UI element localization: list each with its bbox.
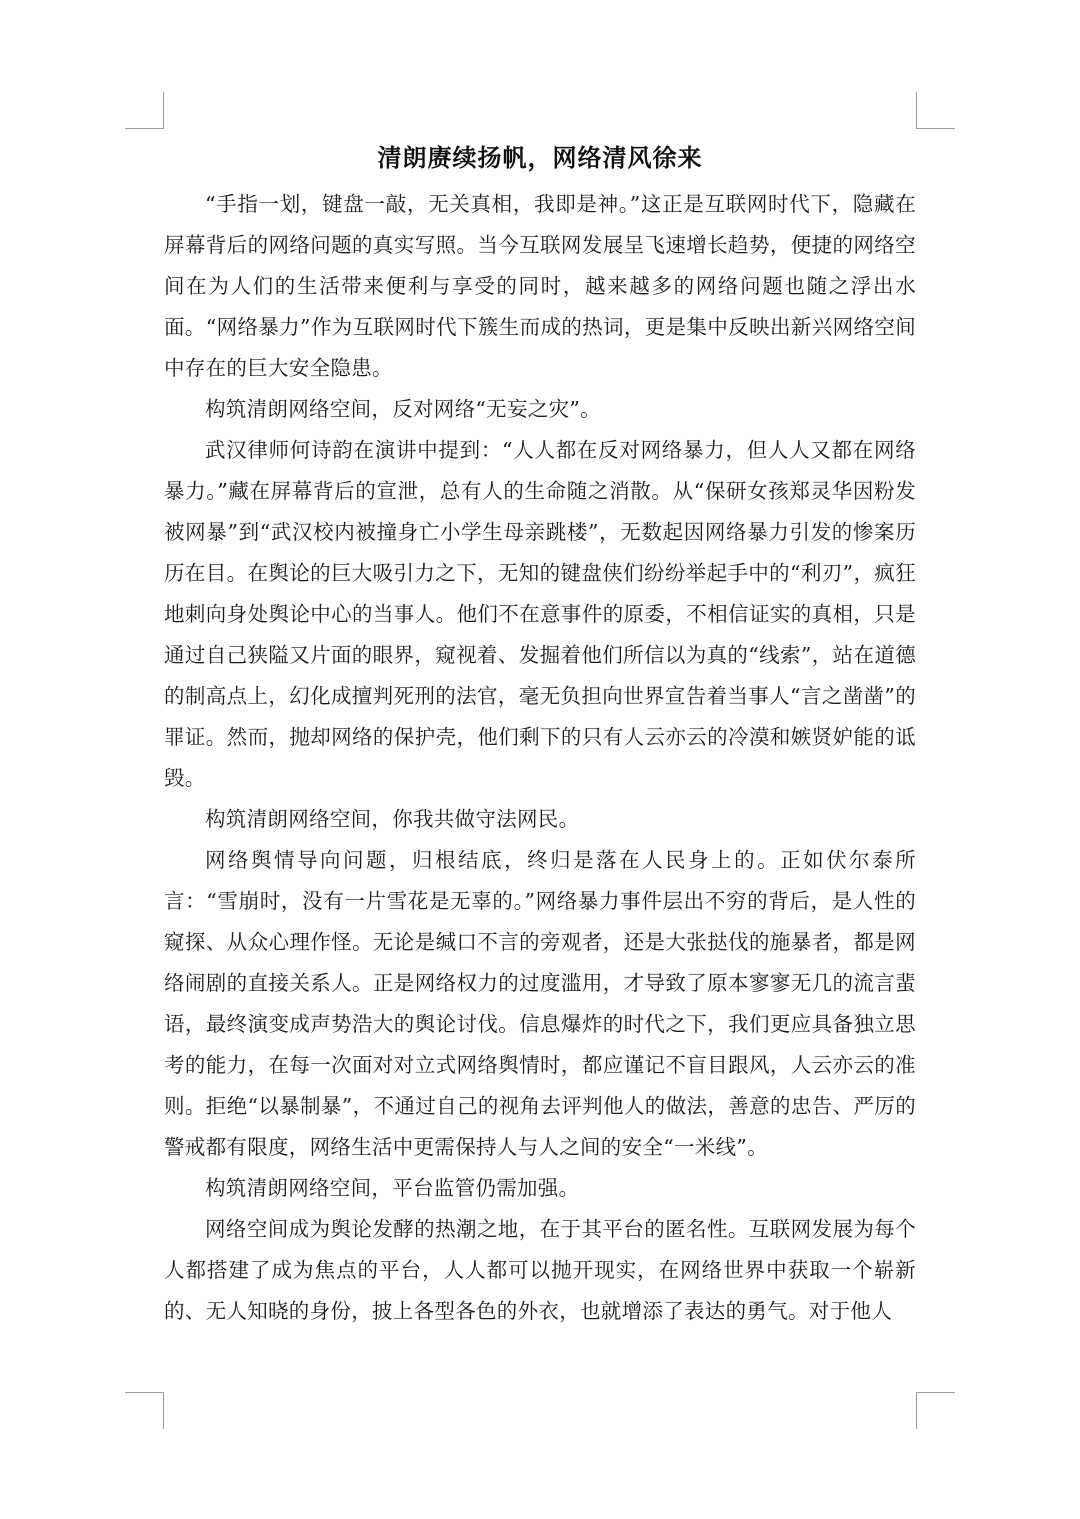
section-heading-1: 构筑清朗网络空间，反对网络“无妄之灾”。 (205, 397, 601, 421)
section-heading-2: 构筑清朗网络空间，你我共做守法网民。 (205, 807, 580, 831)
crop-mark-top-left (125, 92, 164, 129)
paragraph-body-1: 武汉律师何诗韵在演讲中提到：“人人都在反对网络暴力，但人人又都在网络暴力。”藏在屏幕背后的宣泄，总有人的生命随之消散。从“保研女孩郑灵华因粉发被网暴”到“武汉校内被撞身亡小学生母亲跳楼”，无数起因网络暴力引发的惨案历历在目。在舆论的巨大吸引力之下，无知的键盘侠们纷纷举起手中的“利刃”，疯狂地刺向身处舆论中心的当事人。他们不在意事件的原委，不相信证实的真相，只是通过自己狭隘又片面的眼界，窥视着、发掘着他们所信以为真的“线索”，站在道德的制高点上，幻化成擅判死刑的法官，毫无负担向世界宣告着当事人“言之凿凿”的罪证。然而，抛却网络的保护壳，他们剩下的只有人云亦云的冷漠和嫉贤妒能的诋毁。 (164, 438, 916, 790)
crop-mark-top-right (916, 92, 955, 129)
paragraph-body-3: 网络空间成为舆论发酵的热潮之地，在于其平台的匿名性。互联网发展为每个人都搭建了成为焦点的平台，人人都可以抛开现实，在网络世界中获取一个崭新的、无人知晓的身份，披上各型各色的外衣，也就增添了表达的勇气。对于他人 (164, 1217, 916, 1323)
crop-mark-bottom-left (125, 1392, 164, 1429)
paragraph-body-2: 网络舆情导向问题，归根结底，终归是落在人民身上的。正如伏尔泰所言：“雪崩时，没有一片雪花是无辜的。”网络暴力事件层出不穷的背后，是人性的窥探、从众心理作怪。无论是缄口不言的旁观者，还是大张挞伐的施暴者，都是网络闹剧的直接关系人。正是网络权力的过度滥用，才导致了原本寥寥无几的流言蜚语，最终演变成声势浩大的舆论讨伐。信息爆炸的时代之下，我们更应具备独立思考的能力，在每一次面对对立式网络舆情时，都应谨记不盲目跟风，人云亦云的准则。拒绝“以暴制暴”，不通过自己的视角去评判他人的做法，善意的忠告、严厉的警戒都有限度，网络生活中更需保持人与人之间的安全“一米线”。 (164, 848, 916, 1159)
document-body (164, 138, 916, 1332)
crop-mark-bottom-right (916, 1392, 955, 1429)
section-heading-3: 构筑清朗网络空间，平台监管仍需加强。 (205, 1176, 580, 1200)
document-title: 清朗赓续扬帆，网络清风徐来 (377, 144, 703, 172)
paragraph-intro: “手指一划，键盘一敲，无关真相，我即是神。”这正是互联网时代下，隐藏在屏幕背后的网络问题的真实写照。当今互联网发展呈飞速增长趋势，便捷的网络空间在为人们的生活带来便利与享受的同时，越来越多的网络问题也随之浮出水面。“网络暴力”作为互联网时代下簇生而成的热词，更是集中反映出新兴网络空间中存在的巨大安全隐患。 (164, 192, 916, 380)
